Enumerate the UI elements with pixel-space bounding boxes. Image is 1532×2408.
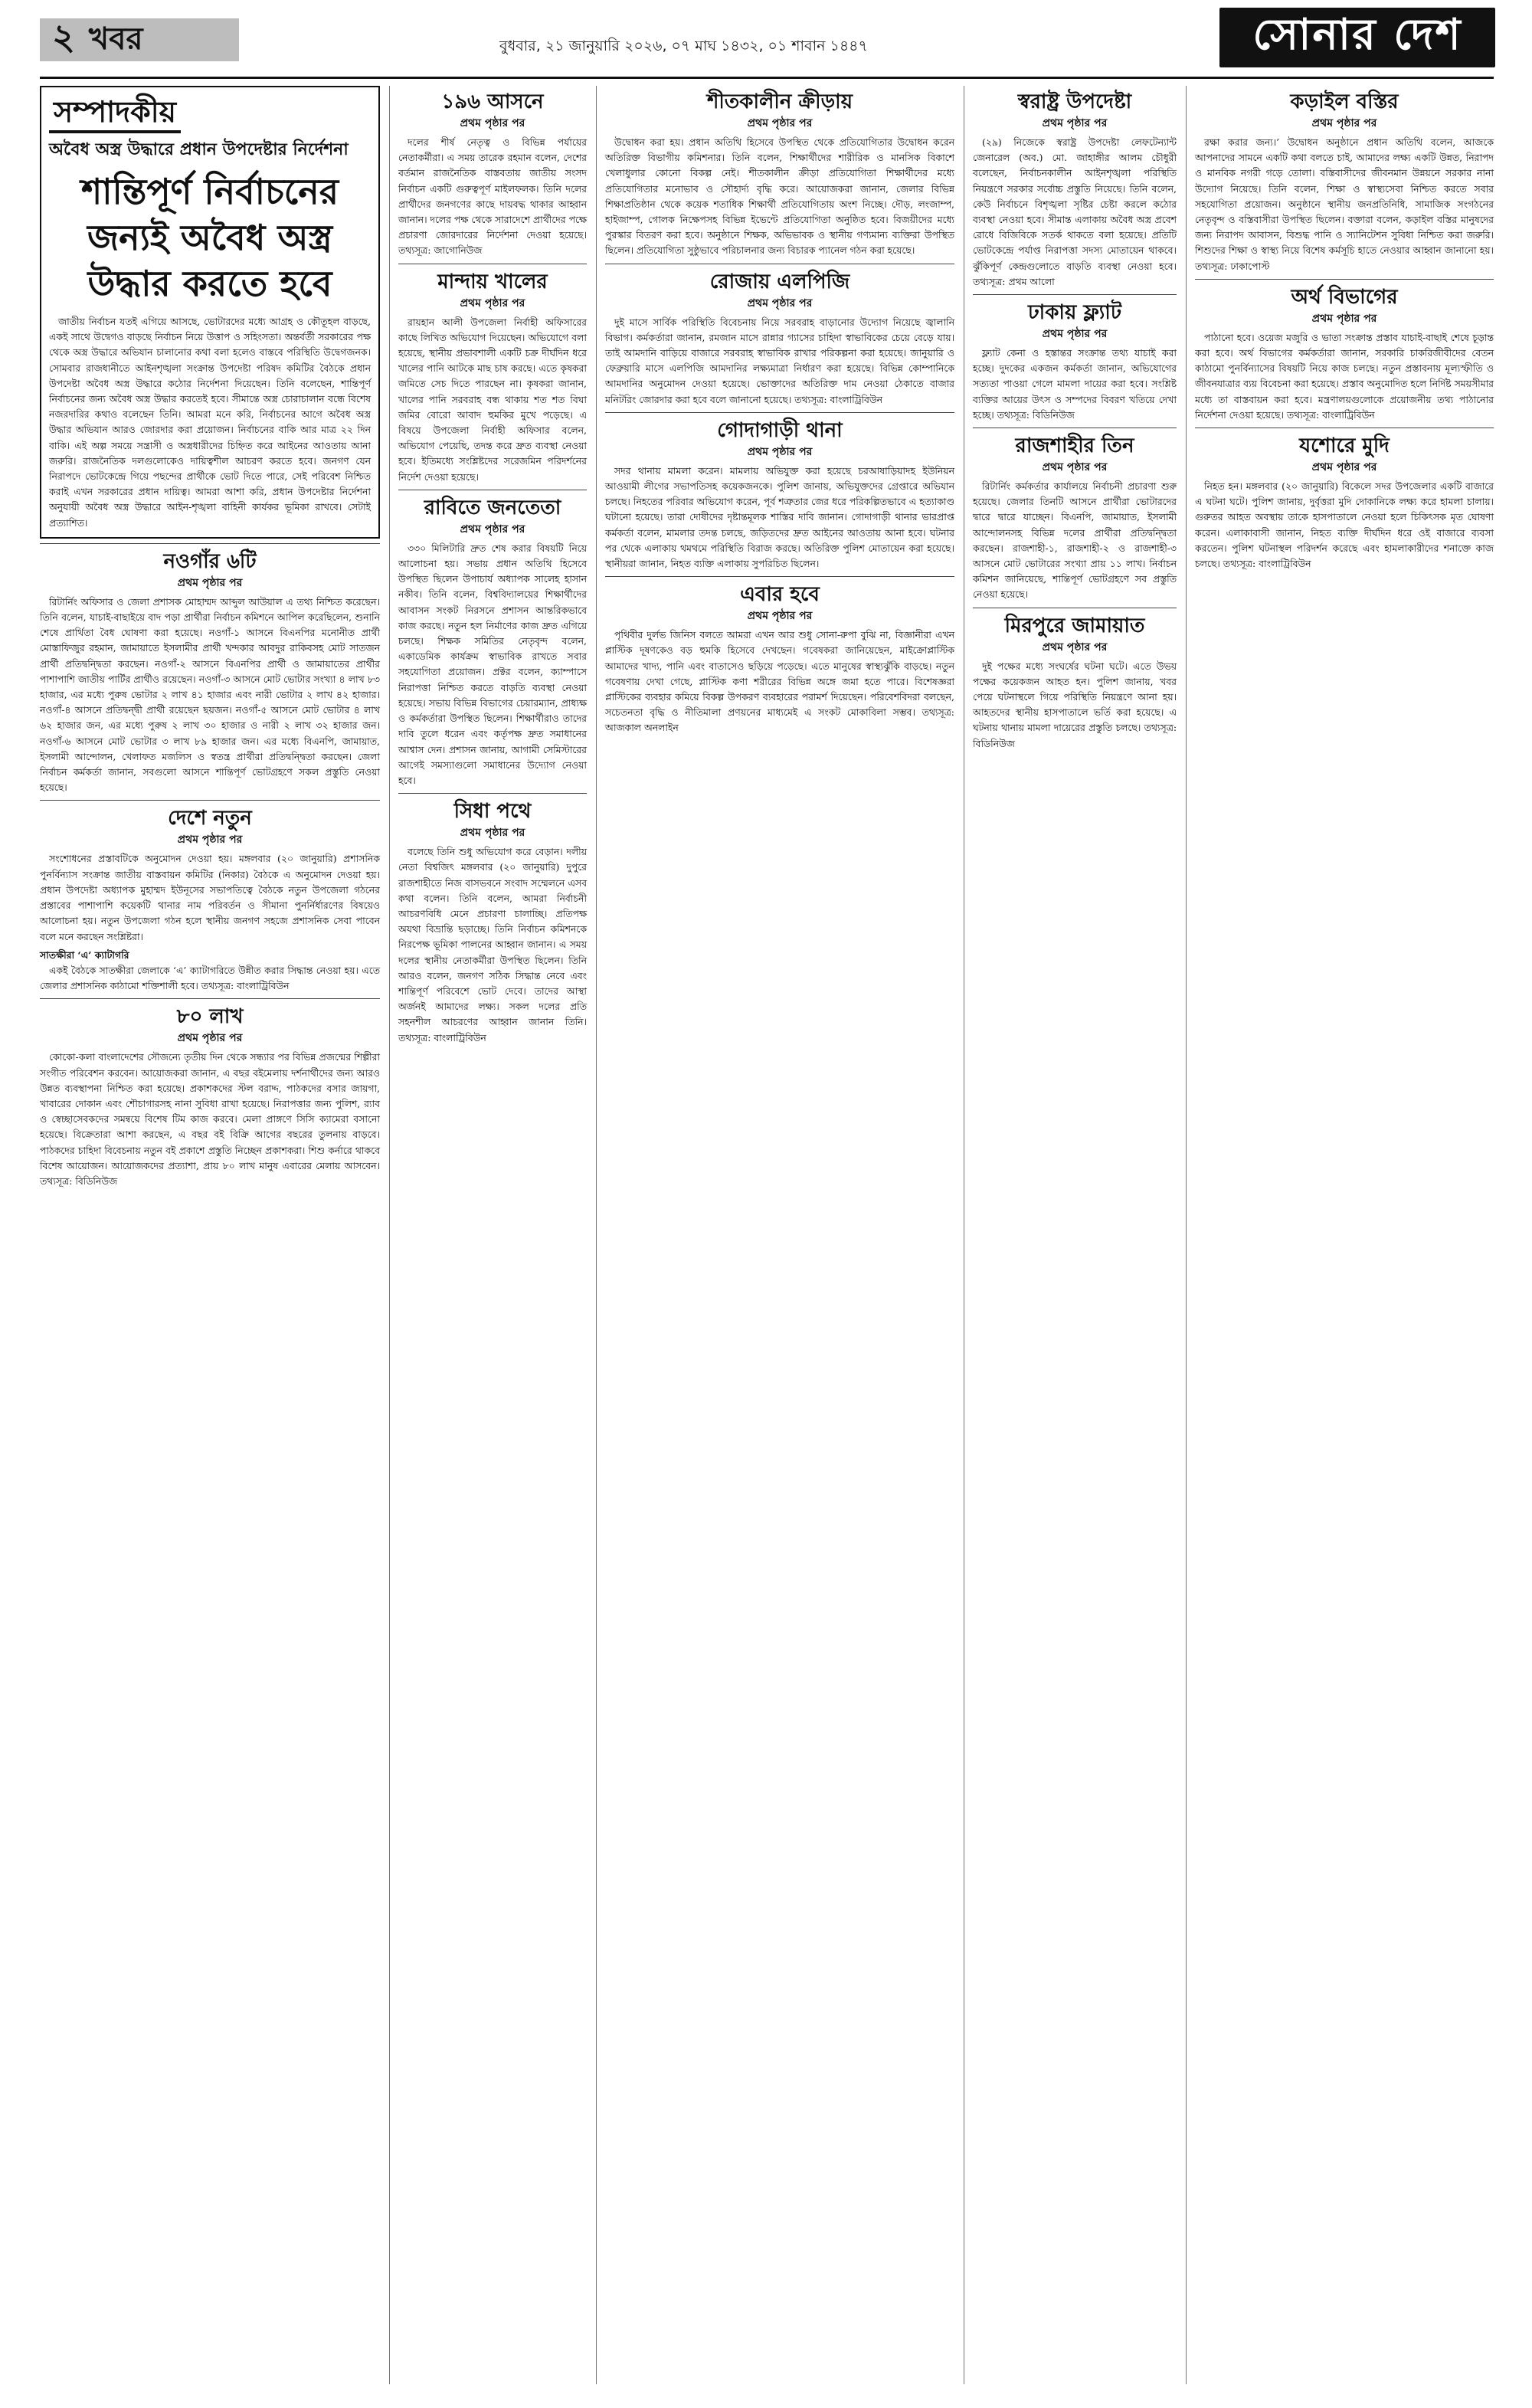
newspaper-logo: সোনার দেশ [1219, 8, 1495, 67]
column-5 [1195, 86, 1494, 572]
story-body: রায়হান আলী উপজেলা নির্বাহী অফিসারের কাছে লিখিত অভিযোগ দিয়েছেন। অভিযোগে বলা হয়েছে, স্থানীয় প্রভাবশালী একটি চক্র দীর্ঘদিন ধরে খালের পানি আটকে মাছ চাষ করছে। এতে কৃষকরা জমিতে সেচ দিতে পারছেন না। কৃষকরা জানান, খালের পানি সরবরাহ বন্ধ থাকায় শত শত বিঘা জমির বোরো আবাদ হুমকির মুখে পড়েছে। এ বিষয়ে উপজেলা নির্বাহী অফিসার বলেন, অভিযোগ পেয়েছি, তদন্ত করে দ্রুত ব্যবস্থা নেওয়া হবে। ইতিমধ্যে সংশ্লিষ্টদের সরেজমিন পরিদর্শনের নির্দেশ দেওয়া হয়েছে। [398, 316, 587, 483]
story-headline: ৮০ লাখ [176, 1005, 244, 1029]
story-headline: দেশে নতুন [168, 807, 252, 831]
editorial-subhead: অবৈধ অস্ত্র উদ্ধারে প্রধান উপদেষ্টার নির্দেশনা [49, 140, 349, 159]
story-headline: এবার হবে [740, 583, 820, 607]
story-kicker: প্রথম পৃষ্ঠার পর [747, 117, 813, 129]
story-body: দুই মাসে সার্বিক পরিস্থিতি বিবেচনায় নিয়ে সরবরাহ বাড়ানোর উদ্যোগ নিয়েছে জ্বালানি বিভাগ। কর্মকর্তারা জানান, রমজান মাসে রান্নার গ্যাসের চাহিদা স্বাভাবিকের চেয়ে বেড়ে যায়। তাই আমদানি বাড়িয়ে বাজারে সরবরাহ স্বাভাবিক রাখার পরিকল্পনা করা হয়েছে। জানুয়ারি ও ফেব্রুয়ারি মাসে এলপিজি আমদানির লক্ষ্যমাত্রা নির্ধারণ করা হয়েছে। বিভিন্ন কোম্পানিকে আমদানির অনুমোদন দেওয়া হয়েছে। ভোক্তাদের অতিরিক্ত দাম নেওয়া ঠেকাতে বাজার মনিটরিং জোরদার করা হবে বলে জানানো হয়েছে। তথ্যসূত্র: বাংলাট্রিবিউন [605, 316, 954, 405]
story-body: সংশোধনের প্রস্তাবটিকে অনুমোদন দেওয়া হয়। মঙ্গলবার (২০ জানুয়ারি) প্রশাসনিক পুনর্বিন্যাস সংক্রান্ত জাতীয় বাস্তবায়ন কমিটির (নিকার) বৈঠকে এ অনুমোদন দেওয়া হয়। প্রধান উপদেষ্টা অধ্যাপক মুহাম্মদ ইউনূসের সভাপতিত্বে বৈঠকে নতুন উপজেলা গঠনের প্রস্তাবের পাশাপাশি কয়েকটি থানার নাম পরিবর্তন ও সীমানা পুনর্নির্ধারণের বিষয়েও আলোচনা হয়। নতুন উপজেলা গঠন হলে স্থানীয় জনগণ সহজে প্রশাসনিক সেবা পাবেন বলে মনে করছেন সংশ্লিষ্টরা। [40, 853, 380, 942]
masthead-rule [40, 77, 1494, 79]
editorial-label: সম্পাদকীয় [49, 93, 181, 133]
column-divider [1186, 86, 1187, 2384]
story-kicker: প্রথম পৃষ্ঠার পর [1042, 117, 1108, 129]
story-body: (২৯) নিজেকে স্বরাষ্ট্র উপদেষ্টা লেফটেন্যান্ট জেনারেল (অব.) মো. জাহাঙ্গীর আলম চৌধুরী বলেছেন, নির্বাচনকালীন আইনশৃঙ্খলা পরিস্থিতি নিয়ন্ত্রণে সরকার সর্বোচ্চ প্রস্তুতি নিয়েছে। তিনি বলেন, কেউ নির্বাচনে বিশৃঙ্খলা সৃষ্টির চেষ্টা করলে কঠোর ব্যবস্থা নেওয়া হবে। সীমান্ত এলাকায় অবৈধ অস্ত্র প্রবেশ রোধে বিজিবিকে সতর্ক থাকতে বলা হয়েছে। প্রতিটি ভোটকেন্দ্রে পর্যাপ্ত নিরাপত্তা সদস্য মোতায়েন থাকবে। ঝুঁকিপূর্ণ কেন্দ্রগুলোতে বাড়তি ব্যবস্থা নেওয়া হবে। তথ্যসূত্র: প্রথম আলো [973, 136, 1177, 287]
section-rule [605, 412, 954, 413]
story-subhead: সাতক্ষীরা ‘এ’ ক্যাটাগরি [40, 948, 129, 961]
story-kicker: প্রথম পৃষ্ঠার পর [747, 610, 813, 623]
column-divider [596, 86, 597, 2384]
story-kicker: প্রথম পৃষ্ঠার পর [177, 834, 243, 847]
story-kicker: প্রথম পৃষ্ঠার পর [1042, 328, 1108, 341]
story-body: রিটার্নিং অফিসার ও জেলা প্রশাসক মোহাম্মদ আব্দুল আউয়াল এ তথ্য নিশ্চিত করেছেন। তিনি বলেন, যাচাই-বাছাইয়ে বাদ পড়া প্রার্থীরা নির্বাচন কমিশনে আপিল করেছিলেন, শুনানি শেষে প্রার্থিতা বৈধ ঘোষণা করা হয়েছে। নওগাঁ-১ আসনে বিএনপির মনোনীত প্রার্থী মোস্তাফিজুর রহমান, জামায়াতে ইসলামীর প্রার্থী খন্দকার আবদুর রাকিবসহ মোট সাতজন প্রার্থী প্রতিদ্বন্দ্বিতা করছেন। নওগাঁ-২ আসনে বিএনপির প্রার্থী ও জামায়াতের প্রার্থীর পাশাপাশি জাতীয় পার্টির প্রার্থীও রয়েছেন। নওগাঁ-৩ আসনে মোট ভোটার সংখ্যা ৪ লাখ ৮৩ হাজার, এর মধ্যে পুরুষ ভোটার ২ লাখ ৪১ হাজার এবং নারী ভোটার ২ লাখ ৪২ হাজার। নওগাঁ-৪ আসনে প্রতিদ্বন্দ্বী প্রার্থী রয়েছেন ছয়জন। নওগাঁ-৫ আসনে মোট ভোটার ৪ লাখ ৬২ হাজার জন, এর মধ্যে পুরুষ ২ লাখ ৩০ হাজার ও নারী ২ লাখ ৩২ হাজার জন। নওগাঁ-৬ আসনে মোট ভোটার ৩ লাখ ৮৯ হাজার জন। এর মধ্যে বিএনপি, জামায়াত, ইসলামী আন্দোলন, খেলাফত মজলিস ও স্বতন্ত্র প্রার্থীরা প্রতিদ্বন্দ্বিতা করছেন। জেলা নির্বাচন কর্মকর্তা জানান, সবগুলো আসনে শান্তিপূর্ণ ভোটগ্রহণে সকল প্রস্তুতি নেওয়া হয়েছে। [40, 595, 380, 794]
story-kicker: প্রথম পৃষ্ঠার পর [1311, 117, 1377, 129]
story-kicker: প্রথম পৃষ্ঠার পর [177, 576, 243, 589]
story-body: নিহত হন। মঙ্গলবার (২০ জানুয়ারি) বিকেলে সদর উপজেলার একটি বাজারে এ ঘটনা ঘটে। পুলিশ জানায়, দুর্বৃত্তরা মুদি দোকানিকে লক্ষ্য করে হামলা চালায়। গুরুতর আহত অবস্থায় তাকে হাসপাতালে নেওয়া হলে চিকিৎসক মৃত ঘোষণা করেন। এলাকাবাসী জানান, নিহত ব্যক্তি দীর্ঘদিন ধরে ওই বাজারে ব্যবসা করতেন। পুলিশ ঘটনাস্থল পরিদর্শন করেছে এবং হামলাকারীদের শনাক্তে কাজ চলছে। তথ্যসূত্র: বাংলাট্রিবিউন [1195, 480, 1494, 570]
story-body: পাঠানো হবে। ওয়েজ মজুরি ও ভাতা সংক্রান্ত প্রস্তাব যাচাই-বাছাই শেষে চূড়ান্ত করা হবে। অর্থ বিভাগের কর্মকর্তারা জানান, সরকারি চাকরিজীবীদের বেতন কাঠামো পুনর্বিন্যাসের বিষয়টি নিয়ে কাজ চলছে। নতুন প্রস্তাবনায় মূল্যস্ফীতি ও জীবনযাত্রার ব্যয় বিবেচনা করা হয়েছে। প্রস্তাব অনুমোদিত হলে নির্দিষ্ট সময়সীমার মধ্যে তা বাস্তবায়ন করা হবে। মন্ত্রণালয়গুলোকে প্রয়োজনীয় তথ্য পাঠানোর নির্দেশনা দেওয়া হয়েছে। তথ্যসূত্র: বাংলাট্রিবিউন [1195, 331, 1494, 421]
story-kicker: প্রথম পৃষ্ঠার পর [1311, 312, 1377, 325]
story-kicker: প্রথম পৃষ্ঠার পর [460, 523, 525, 536]
story-kicker: প্রথম পৃষ্ঠার পর [177, 1032, 243, 1045]
story-headline: ঢাকায় ফ্ল্যাট [1027, 301, 1122, 325]
story-headline: শীতকালীন ক্রীড়ায় [706, 90, 853, 113]
story-headline: যশোরে মুদি [1299, 434, 1390, 458]
story-kicker: প্রথম পৃষ্ঠার পর [1042, 461, 1108, 474]
section-rule [1195, 279, 1494, 280]
date-line: বুধবার, ২১ জানুয়ারি ২০২৬, ০৭ মাঘ ১৪৩২, ০১ শাবান ১৪৪৭ [499, 38, 868, 54]
page-badge [40, 18, 239, 61]
story-body: ৩৩০ মিলিটারি দ্রুত শেষ করার বিষয়টি নিয়ে আলোচনা হয়। সভায় প্রধান অতিথি হিসেবে উপস্থিত ছিলেন উপাচার্য অধ্যাপক সালেহ হাসান নকীব। তিনি বলেন, বিশ্ববিদ্যালয়ের শিক্ষার্থীদের আবাসন সংকট নিরসনে প্রশাসন আন্তরিকভাবে কাজ করছে। নতুন হল নির্মাণের কাজ দ্রুত এগিয়ে চলছে। শিক্ষক সমিতির নেতৃবৃন্দ বলেন, একাডেমিক কার্যক্রম স্বাভাবিক রাখতে সবার সহযোগিতা প্রয়োজন। প্রক্টর বলেন, ক্যাম্পাসে নিরাপত্তা নিশ্চিত করতে বাড়তি ব্যবস্থা নেওয়া হয়েছে। সভায় বিভিন্ন বিভাগের চেয়ারম্যান, প্রাধ্যক্ষ ও কর্মকর্তারা উপস্থিত ছিলেন। শিক্ষার্থীরাও তাদের দাবি তুলে ধরেন এবং কর্তৃপক্ষ দ্রুত সমাধানের আশ্বাস দেন। প্রশাসন জানায়, আগামী সেমিস্টারের আগেই সমস্যাগুলো সমাধানের উদ্যোগ নেওয়া হবে। [398, 542, 587, 786]
story-headline: মান্দায় খালের [437, 270, 548, 293]
story-body: রিটার্নিং কর্মকর্তার কার্যালয়ে নির্বাচনী প্রচারণা শুরু হয়েছে। জেলার তিনটি আসনে প্রার্থীরা ভোটারদের দ্বারে দ্বারে যাচ্ছেন। বিএনপি, জামায়াত, ইসলামী আন্দোলনসহ বিভিন্ন দলের প্রার্থীরা প্রতিদ্বন্দ্বিতা করছেন। রাজশাহী-১, রাজশাহী-২ ও রাজশাহী-৩ আসনে মোট ভোটারের সংখ্যা প্রায় ১১ লাখ। নির্বাচন কমিশন জানিয়েছে, শান্তিপূর্ণ ভোটগ্রহণে সব প্রস্তুতি নেওয়া হয়েছে। [973, 480, 1177, 601]
story-kicker: প্রথম পৃষ্ঠার পর [1311, 461, 1377, 474]
story-headline: কড়াইল বস্তির [1290, 90, 1399, 113]
story-kicker: প্রথম পৃষ্ঠার পর [747, 296, 813, 310]
section-rule [40, 800, 380, 801]
story-kicker: প্রথম পৃষ্ঠার পর [460, 117, 525, 129]
story-body: পৃথিবীর দুর্লভ জিনিস বলতে আমরা এখন আর শুধু সোনা-রুপা বুঝি না, বিজ্ঞানীরা এখন প্লাস্টিক দূষণকেও বড় হুমকি হিসেবে দেখছেন। গবেষকরা জানিয়েছেন, মাইক্রোপ্লাস্টিক আমাদের খাদ্য, পানি এবং বাতাসেও ছড়িয়ে পড়েছে। এতে মানুষের স্বাস্থ্যঝুঁকি বাড়ছে। নতুন গবেষণায় দেখা গেছে, প্লাস্টিক কণা শরীরের বিভিন্ন অঙ্গে জমা হতে পারে। বিশেষজ্ঞরা প্লাস্টিকের ব্যবহার কমিয়ে বিকল্প উপকরণ ব্যবহারের পরামর্শ দিয়েছেন। পরিবেশবিদরা বলছেন, সচেতনতা বৃদ্ধি ও নীতিমালা প্রণয়নের মাধ্যমেই এ সংকট মোকাবিলা সম্ভব। তথ্যসূত্র: আজকাল অনলাইন [605, 629, 954, 734]
editorial-headline: শান্তিপূর্ণ নির্বাচনের জন্যই অবৈধ অস্ত্র উদ্ধার করতে হবে [80, 171, 339, 304]
section-rule [40, 543, 380, 544]
story-body: রক্ষা করার জন্য।’ উদ্বোধন অনুষ্ঠানে প্রধান অতিথি বলেন, আজকে আপনাদের সামনে একটি কথা বলতে চাই, আমাদের লক্ষ্য একটি উন্নত, নিরাপদ ও মানবিক নগরী গড়ে তোলা। বস্তিবাসীদের জীবনমান উন্নয়নে সরকার নানা উদ্যোগ নিয়েছে। তিনি বলেন, শিক্ষা ও স্বাস্থ্যসেবা নিশ্চিত করতে সবার সহযোগিতা প্রয়োজন। অনুষ্ঠানে স্থানীয় জনপ্রতিনিধি, সামাজিক সংগঠনের নেতৃবৃন্দ ও বস্তিবাসীরা উপস্থিত ছিলেন। বক্তারা বলেন, কড়াইল বস্তির মানুষদের জন্য নিরাপদ আবাসন, বিশুদ্ধ পানি ও স্যানিটেশন সুবিধা নিশ্চিত করা জরুরি। শিশুদের শিক্ষা ও স্বাস্থ্য নিয়ে বিশেষ কর্মসূচি হাতে নেওয়ার আহ্বান জানানো হয়। তথ্যসূত্র: ঢাকাপোস্ট [1195, 136, 1494, 272]
column-2 [398, 86, 587, 1046]
column-4 [973, 86, 1177, 752]
story-headline: রাবিতে জনতেতা [424, 496, 561, 519]
story-headline: স্বরাষ্ট্র উপদেষ্টা [1017, 90, 1132, 113]
story-body: উদ্বোধন করা হয়। প্রধান অতিথি হিসেবে উপস্থিত থেকে প্রতিযোগিতার উদ্বোধন করেন অতিরিক্ত বিভাগীয় কমিশনার। তিনি বলেন, শিক্ষার্থীদের শারীরিক ও মানসিক বিকাশে খেলাধুলার কোনো বিকল্প নেই। শীতকালীন ক্রীড়া প্রতিযোগিতা শিক্ষার্থীদের মধ্যে প্রতিযোগিতার মনোভাব ও সৌহার্দ্য বৃদ্ধি করে। আয়োজকরা জানান, জেলার বিভিন্ন শিক্ষাপ্রতিষ্ঠান থেকে কয়েক শতাধিক শিক্ষার্থী প্রতিযোগিতায় অংশ নিচ্ছে। দৌড়, লংজাম্প, হাইজাম্প, গোলক নিক্ষেপসহ বিভিন্ন ইভেন্টে প্রতিযোগিতা অনুষ্ঠিত হবে। বিজয়ীদের মধ্যে পুরস্কার বিতরণ করা হবে। অনুষ্ঠানে শিক্ষক, অভিভাবক ও স্থানীয় গণ্যমান্য ব্যক্তিরা উপস্থিত ছিলেন। প্রতিযোগিতা সুষ্ঠুভাবে পরিচালনার জন্য বিচারক প্যানেল গঠন করা হয়েছে। [605, 136, 954, 257]
masthead [40, 8, 1532, 74]
editorial-box [40, 86, 380, 539]
story-body: কোকো-কলা বাংলাদেশের সৌজন্যে তৃতীয় দিন থেকে সন্ধ্যার পর বিভিন্ন প্রজন্মের শিল্পীরা সংগীত পরিবেশন করবেন। আয়োজকরা জানান, এ বছর বইমেলায় দর্শনার্থীদের জন্য আরও উন্নত ব্যবস্থাপনা নিশ্চিত করা হয়েছে। প্রকাশকদের স্টল বরাদ্দ, পাঠকদের বসার জায়গা, খাবারের দোকান এবং শৌচাগারসহ নানা সুবিধা রাখা হয়েছে। নিরাপত্তার জন্য পুলিশ, র‍্যাব ও স্বেচ্ছাসেবকদের সমন্বয়ে বিশেষ টিম কাজ করবে। মেলা প্রাঙ্গণে সিসি ক্যামেরা বসানো হয়েছে। বিক্রেতারা আশা করছেন, এ বছর বই বিক্রি আগের বছরের তুলনায় বাড়বে। পাঠকদের চাহিদা বিবেচনায় নতুন বই প্রকাশে প্রস্তুতি নিচ্ছেন প্রকাশকরা। শিশু কর্নারে থাকবে বিশেষ আয়োজন। আয়োজকদের প্রত্যাশা, প্রায় ৮০ লাখ মানুষ এবারের মেলায় আসবেন। তথ্যসূত্র: বিডিনিউজ [40, 1051, 380, 1187]
editorial-body: জাতীয় নির্বাচন যতই এগিয়ে আসছে, ভোটারদের মধ্যে আগ্রহ ও কৌতূহল বাড়ছে, একই সাথে উদ্বেগও বাড়ছে নির্বাচন নিয়ে উত্তাপ ও সহিংসতা। অন্তর্বর্তী সরকারের পক্ষ থেকে অস্ত্র উদ্ধারে অভিযান চালানোর কথা বলা হলেও বাস্তবে পরিস্থিতি উদ্বেগজনক। সোমবার রাজধানীতে আইনশৃঙ্খলা সংক্রান্ত উপদেষ্টা পরিষদ কমিটির বৈঠকে প্রধান উপদেষ্টা অবৈধ অস্ত্র উদ্ধারে কঠোর নির্দেশনা দিয়েছেন। তিনি বলেছেন, শান্তিপূর্ণ নির্বাচনের জন্য অবৈধ অস্ত্র উদ্ধার করতেই হবে। সীমান্তে অস্ত্র চোরাচালান বন্ধে বিশেষ নজরদারির কথাও বলেছেন তিনি। আমরা মনে করি, নির্বাচনের আগে অবৈধ অস্ত্র উদ্ধার অভিযান আরও জোরদার করা প্রয়োজন। নির্বাচনের বাকি আর মাত্র ২২ দিন বাকি। এই অল্প সময়ে সন্ত্রাসী ও অস্ত্রধারীদের চিহ্নিত করে আইনের আওতায় আনা জরুরি। রাজনৈতিক দলগুলোকেও দায়িত্বশীল আচরণ করতে হবে। জনগণ যেন নিরাপদে ভোটকেন্দ্রে গিয়ে পছন্দের প্রার্থীকে ভোট দিতে পারে, সেই পরিবেশ নিশ্চিত করাই এখন সরকারের প্রধান দায়িত্ব। আমরা আশা করি, প্রধান উপদেষ্টার নির্দেশনা অনুযায়ী অবৈধ অস্ত্র উদ্ধারে আইন-শৃঙ্খলা বাহিনী কার্যকর ভূমিকা রাখবে। সেটাই প্রত্যাশিত। [49, 316, 371, 529]
column-1 [40, 86, 380, 1189]
section-title: খবর [88, 21, 143, 57]
section-rule [398, 793, 587, 794]
story-kicker: প্রথম পৃষ্ঠার পর [1042, 640, 1108, 654]
section-rule [605, 576, 954, 577]
story-kicker: প্রথম পৃষ্ঠার পর [460, 296, 525, 310]
story-body: একই বৈঠকে সাতক্ষীরা জেলাকে ‘এ’ ক্যাটাগরিতে উন্নীত করার সিদ্ধান্ত নেওয়া হয়। এতে জেলার প্রশাসনিক কাঠামো শক্তিশালী হবে। তথ্যসূত্র: বাংলাট্রিবিউন [40, 964, 380, 992]
story-headline: মিরপুরে জামায়াত [1004, 614, 1145, 637]
story-headline: রোজায় এলপিজি [709, 270, 850, 293]
story-body: দলের শীর্ষ নেতৃত্ব ও বিভিন্ন পর্যায়ের নেতাকর্মীরা। এ সময় তারেক রহমান বলেন, দেশের বর্তমান রাজনৈতিক বাস্তবতায় জাতীয় সংসদ নির্বাচন একটি গুরুত্বপূর্ণ মাইলফলক। তিনি দলের প্রার্থীদের জনগণের কাছে দায়বদ্ধ থাকার আহ্বান জানান। দলের পক্ষ থেকে সারাদেশে প্রার্থীদের পক্ষে প্রচারণা জোরদারের নির্দেশনা দেওয়া হয়েছে। তথ্যসূত্র: জাগোনিউজ [398, 136, 587, 257]
story-body: সদর থানায় মামলা করেন। মামলায় অভিযুক্ত করা হয়েছে চরআষাড়িয়াদহ ইউনিয়ন আওয়ামী লীগের সভাপতিসহ কয়েকজনকে। পুলিশ জানায়, অভিযুক্তদের গ্রেপ্তারে অভিযান চলছে। নিহতের পরিবার অভিযোগ করেন, পূর্ব শত্রুতার জের ধরে পরিকল্পিতভাবে এ হত্যাকাণ্ড ঘটানো হয়েছে। তারা দোষীদের দৃষ্টান্তমূলক শাস্তির দাবি জানান। গোদাগাড়ী থানার ভারপ্রাপ্ত কর্মকর্তা বলেন, মামলার তদন্ত চলছে, জড়িতদের দ্রুত আইনের আওতায় আনা হবে। ঘটনার পর থেকে এলাকায় থমথমে পরিস্থিতি বিরাজ করছে। অতিরিক্ত পুলিশ মোতায়েন করা হয়েছে। স্থানীয়রা জানান, নিহত ব্যক্তি এলাকায় সুপরিচিত ছিলেন। [605, 464, 954, 570]
story-headline: ১৯৬ আসনে [441, 90, 544, 113]
story-body: দুই পক্ষের মধ্যে সংঘর্ষের ঘটনা ঘটে। এতে উভয় পক্ষের কয়েকজন আহত হন। পুলিশ জানায়, খবর পেয়ে ঘটনাস্থলে গিয়ে পরিস্থিতি নিয়ন্ত্রণে আনা হয়। আহতদের স্থানীয় হাসপাতালে ভর্তি করা হয়েছে। এ ঘটনায় থানায় মামলা দায়েরের প্রস্তুতি চলছে। তথ্যসূত্র: বিডিনিউজ [973, 660, 1177, 749]
story-headline: অর্থ বিভাগের [1291, 285, 1398, 309]
story-headline: রাজশাহীর তিন [1015, 434, 1134, 458]
story-body: ফ্ল্যাট কেনা ও হস্তান্তর সংক্রান্ত তথ্য যাচাই করা হচ্ছে। দুদকের একজন কর্মকর্তা জানান, অভিযোগের সত্যতা পাওয়া গেলে মামলা দায়ের করা হবে। সংশ্লিষ্ট ব্যক্তির আয়ের উৎস ও সম্পদের বিবরণ খতিয়ে দেখা হচ্ছে। তথ্যসূত্র: বিডিনিউজ [973, 347, 1177, 421]
section-rule [973, 294, 1177, 295]
story-headline: নওগাঁর ৬টি [163, 549, 257, 573]
page-number: ২ [52, 16, 75, 57]
story-kicker: প্রথম পৃষ্ঠার পর [747, 445, 813, 458]
story-headline: গোদাগাড়ী থানা [717, 418, 843, 442]
section-rule [40, 998, 380, 999]
column-3 [605, 86, 954, 736]
column-divider [389, 86, 390, 2384]
story-body: বলেছে তিনি শুধু অভিযোগ করে বেড়ান। দলীয় নেতা বিশ্বজিৎ মঙ্গলবার (২০ জানুয়ারি) দুপুরে রাজশাহীতে নিজ বাসভবনে সংবাদ সম্মেলনে এসব কথা বলেন। তিনি বলেন, আমরা নির্বাচনী আচরণবিধি মেনে প্রচারণা চালাচ্ছি। প্রতিপক্ষ অযথা বিভ্রান্তি ছড়াচ্ছে। তিনি নির্বাচন কমিশনকে নিরপেক্ষ ভূমিকা পালনের আহ্বান জানান। এ সময় দলের স্থানীয় নেতাকর্মীরা উপস্থিত ছিলেন। তিনি আরও বলেন, জনগণ সঠিক সিদ্ধান্ত নেবে এবং শান্তিপূর্ণ পরিবেশে ভোট দেবে। তাদের আস্থা অর্জনই আমাদের লক্ষ্য। সকল দলের প্রতি সহনশীল আচরণের আহ্বান জানান তিনি। তথ্যসূত্র: বাংলাট্রিবিউন [398, 846, 587, 1043]
story-headline: সিধা পথে [453, 800, 532, 824]
story-kicker: প্রথম পৃষ্ঠার পর [460, 827, 525, 840]
